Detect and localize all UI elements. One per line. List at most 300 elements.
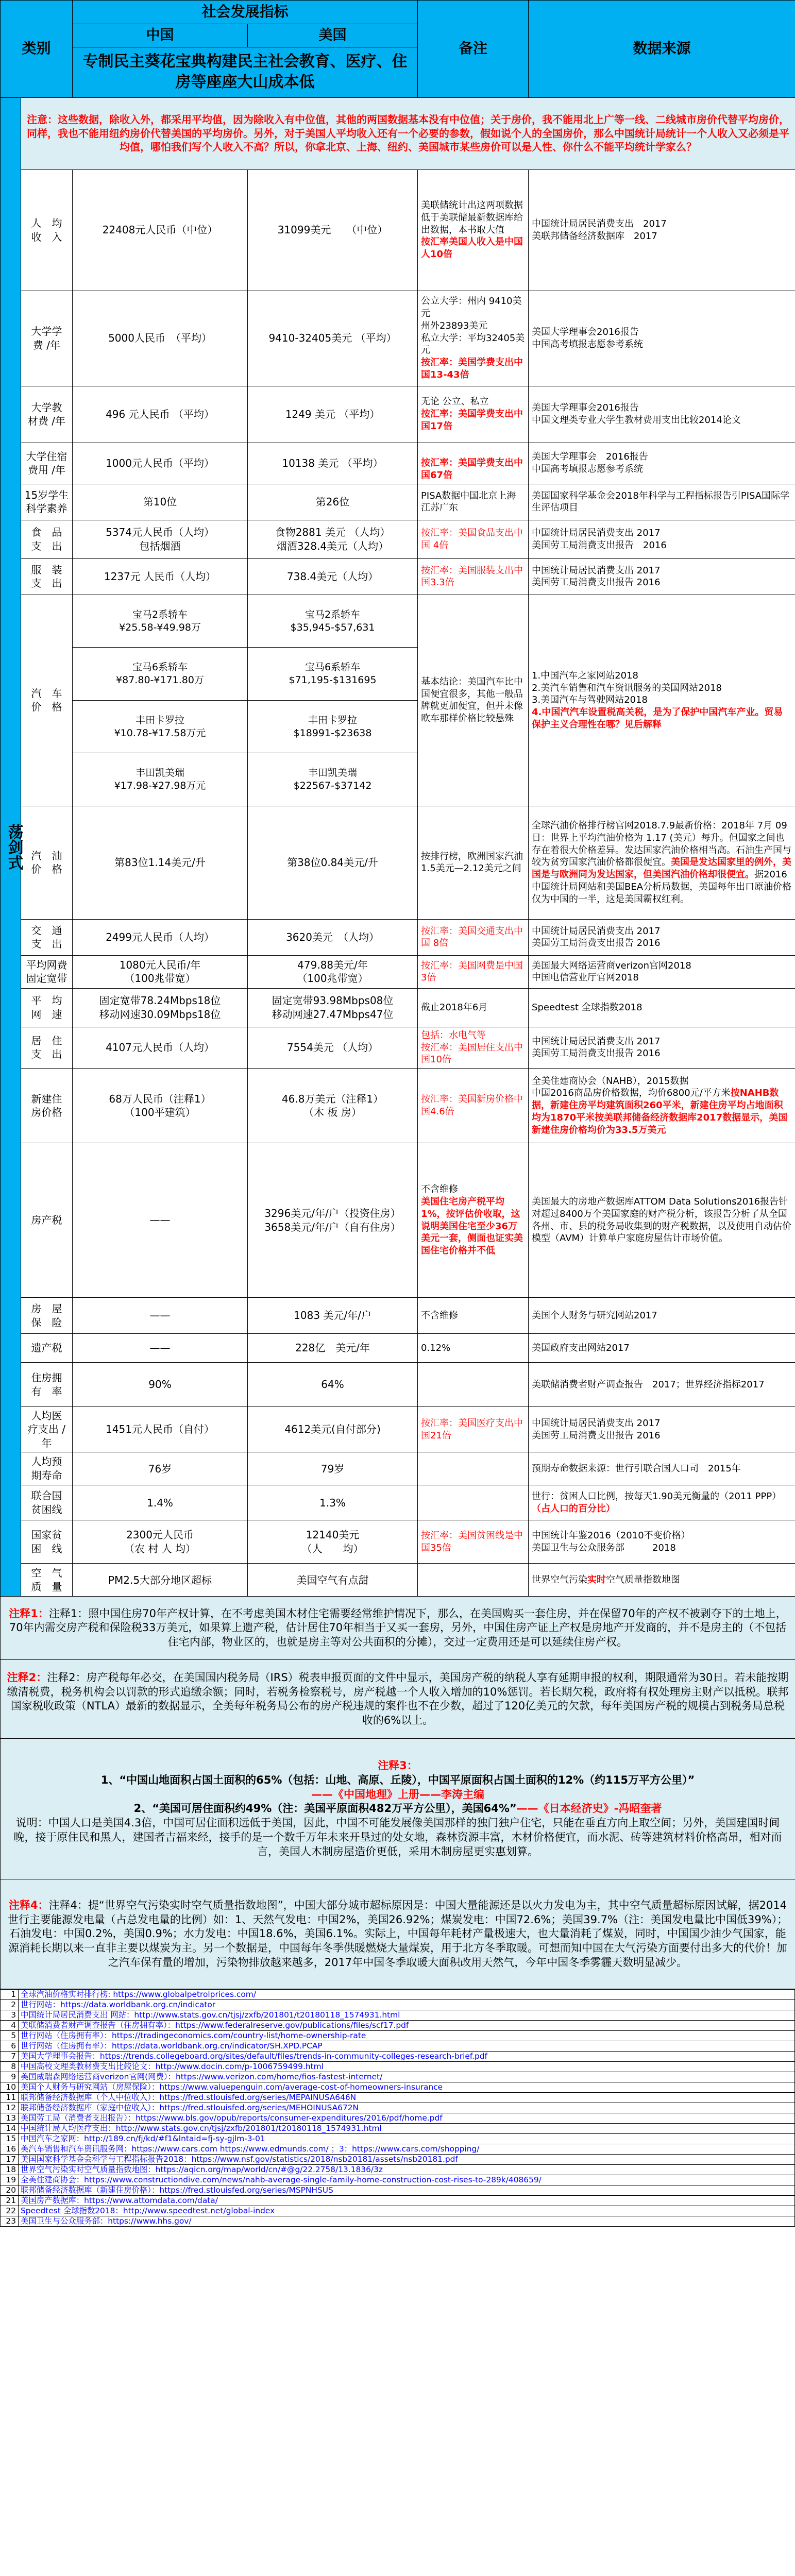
reference-number: 10 bbox=[1, 2082, 19, 2093]
data-row bbox=[1, 806, 795, 919]
reference-item bbox=[1, 2134, 795, 2144]
usa-value-text: 228亿 美元/年 bbox=[295, 1342, 370, 1354]
usa-value-text: 1083 美元/年/户 bbox=[294, 1309, 371, 1322]
row-label bbox=[21, 919, 73, 955]
reference-item bbox=[1, 2041, 795, 2052]
china-value-text: —— bbox=[149, 1309, 171, 1322]
reference-link[interactable]: 世界空气污染实时空气质量指数地图：https://aqicn.org/map/world/cn/#@g/22.2758/13.1836/3z bbox=[19, 2165, 795, 2175]
china-car-2-text: 丰田卡罗拉 ¥10.78-¥17.58万元 bbox=[114, 714, 206, 739]
reference-number: 16 bbox=[1, 2144, 19, 2155]
row-remark-text: 按汇率：美国服装支出中国3.3倍 bbox=[421, 565, 523, 588]
row-source bbox=[529, 988, 795, 1027]
china-car-1 bbox=[73, 648, 248, 701]
row-remark-text: 按汇率：美国网费是中国 3倍 bbox=[421, 960, 523, 984]
usa-car-1-text: 宝马6系轿车 $71,195-$131695 bbox=[289, 662, 377, 686]
china-value bbox=[73, 1069, 248, 1143]
usa-value-text: 4612美元(自付部分) bbox=[284, 1423, 381, 1436]
reference-number: 22 bbox=[1, 2206, 19, 2216]
reference-number: 23 bbox=[1, 2216, 19, 2227]
row-car-0 bbox=[1, 595, 795, 648]
row-label-text: 15岁学生 科学素养 bbox=[24, 488, 69, 515]
row-label bbox=[21, 1027, 73, 1068]
row-label-text: 居 住 支 出 bbox=[31, 1035, 62, 1061]
reference-item bbox=[1, 2196, 795, 2206]
row-label-text: 大学教 材费 /年 bbox=[27, 401, 66, 428]
row-remark-highlight: 按汇率美国人收入是中国人10倍 bbox=[421, 236, 523, 260]
china-car-0-text: 宝马2系轿车 ¥25.58-¥49.98万 bbox=[119, 608, 201, 633]
usa-car-2 bbox=[248, 700, 418, 753]
data-row bbox=[1, 919, 795, 955]
row-source-tail: 空气质量指数地图 bbox=[606, 1574, 681, 1585]
row-source-text: 中国统计局居民消费支出 2017 美国劳工局消费支出报告 2016 bbox=[532, 1417, 661, 1441]
row-remark-text: 不含维修 bbox=[421, 1310, 459, 1321]
usa-value-text: 第38位0.84美元/升 bbox=[287, 856, 378, 869]
reference-item bbox=[1, 2206, 795, 2216]
note-2-text: 注释2：房产税每年必交，在美国国内税务局（IRS）税表申报页面的文件中显示，美国房产税的纳税人享有延期申报的权利，期限通常为30日。若未能按期缴清税费，税务机构会以罚款的形式追缴余额；同时，若税务检察税号，房产税越一个人收入增加的10%惩罚。若长期欠税，政府将有权处理房主财产以抵税。联邦国家税收政策（NTLA）最新的数据显示，全美每年税务局公布的房产税违规的案件也不在少数，超过了120亿美元的欠款，每年美国房产税的规模占到税务局总税收的6%以上。 bbox=[7, 1671, 789, 1726]
row-label bbox=[21, 806, 73, 919]
usa-value-text: 3296美元/年/户（投资住房） 3658美元/年/户（自有住房） bbox=[264, 1207, 401, 1233]
row-remark-highlight: 美国住宅房产税平均1%，按评估价收取，这说明美国住宅至少36万美元一套，侧面也证实美国住宅价格并不低 bbox=[421, 1196, 523, 1257]
usa-car-3-text: 丰田凯美瑞 $22567-$37142 bbox=[293, 767, 372, 792]
data-row bbox=[1, 484, 795, 520]
reference-number: 2 bbox=[1, 2000, 19, 2010]
row-source-text: 美国最大网络运营商verizon官网2018 中国电信营业厅官网2018 bbox=[532, 960, 691, 984]
usa-value bbox=[248, 520, 418, 558]
china-value bbox=[73, 484, 248, 520]
row-remark bbox=[418, 1069, 529, 1143]
row-label bbox=[21, 520, 73, 558]
usa-value bbox=[248, 1520, 418, 1564]
usa-value-text: 食物2881 美元 （人均） 烟酒328.4美元（人均） bbox=[275, 526, 391, 552]
usa-value bbox=[248, 955, 418, 988]
reference-item bbox=[1, 2000, 795, 2010]
row-source bbox=[529, 1143, 795, 1298]
row-remark-highlight: 按汇率：美国学费支出中国13-43倍 bbox=[421, 357, 523, 380]
row-remark-text: 包括：水电气等 按汇率：美国居住支出中国10倍 bbox=[421, 1029, 523, 1065]
china-value bbox=[73, 1027, 248, 1068]
row-label-text: 遗产税 bbox=[31, 1342, 62, 1354]
data-row bbox=[1, 291, 795, 386]
reference-item bbox=[1, 1990, 795, 2000]
row-remark bbox=[418, 988, 529, 1027]
row-source bbox=[529, 1520, 795, 1564]
reference-link[interactable]: 中国统计局居民消费支出 网站：http://www.stats.gov.cn/tjsj/zxfb/201801/t20180118_1574931.html bbox=[19, 2010, 795, 2021]
row-label bbox=[21, 443, 73, 484]
row-remark bbox=[418, 443, 529, 484]
data-row bbox=[1, 955, 795, 988]
row-source-text: 世界空气污染 bbox=[532, 1574, 588, 1585]
reference-link[interactable]: 中国高校文理类教材费支出比较论文：http://www.docin.com/p-1006759499.html bbox=[19, 2062, 795, 2072]
data-row bbox=[1, 1143, 795, 1298]
row-label-text: 汽 油 价 格 bbox=[31, 849, 62, 876]
china-car-3 bbox=[73, 753, 248, 806]
reference-link[interactable]: 中国统计局人均医疗支出：http://www.stats.gov.cn/tjsj/zxfb/201801/t20180118_1574931.html bbox=[19, 2124, 795, 2134]
usa-value bbox=[248, 806, 418, 919]
usa-car-3 bbox=[248, 753, 418, 806]
usa-value bbox=[248, 1298, 418, 1334]
row-source bbox=[529, 484, 795, 520]
china-value bbox=[73, 1363, 248, 1407]
note-1: 注释1：注释1：照中国住房70年产权计算，在不考虑美国木材住宅需要经常维护情况下，那么，在美国购买一套住房，并在保留70年的产权不被剥夺下的土地上，70年内需交房产税和保险税33万美元，如果算上遗产税，估计居住70年相当于又买一套房，另外，中国住房产证上产权是房地产开发商的，并不是房主的（不包括住宅内部，物业区的，也就是房主等对公共面积的分摊），交过一定费用还是可以延续住房产权。 bbox=[1, 1597, 795, 1660]
row-label-text: 新建住 房价格 bbox=[31, 1092, 62, 1119]
row-label-text: 平均网费 固定宽带 bbox=[26, 958, 67, 985]
row-label bbox=[21, 386, 73, 443]
row-source-text: 全美住建商协会（NAHB），2015数据 中国2016商品房价格数据，均价6800元/平方米 bbox=[532, 1075, 731, 1099]
reference-number: 14 bbox=[1, 2124, 19, 2134]
reference-item bbox=[1, 2175, 795, 2185]
reference-link[interactable]: 联邦储备经济数据库（新建住房价格）：https://fred.stlouisfed.org/series/MSPNHSUS bbox=[19, 2185, 795, 2196]
row-remark-text: 按汇率：美国贫困线是中国35倍 bbox=[421, 1530, 523, 1553]
row-source bbox=[529, 558, 795, 595]
row-label-text: 人均预 期寿命 bbox=[31, 1455, 62, 1482]
row-remark-text: 无论 公立、私立 bbox=[421, 396, 489, 408]
row-source-text: 美国政府支出网站2017 bbox=[532, 1342, 630, 1353]
header-category: 类别 bbox=[1, 1, 73, 98]
usa-value-text: 10138 美元 （平均） bbox=[282, 457, 383, 469]
china-value-text: 496 元人民币 （平均） bbox=[106, 408, 214, 420]
usa-value bbox=[248, 1334, 418, 1363]
china-value-text: PM2.5大部分地区超标 bbox=[108, 1573, 212, 1586]
reference-list bbox=[0, 1989, 795, 2227]
usa-value-text: 7554美元 （人均） bbox=[286, 1041, 379, 1054]
row-remark bbox=[418, 484, 529, 520]
china-value bbox=[73, 1143, 248, 1298]
data-row bbox=[1, 1520, 795, 1564]
reference-number: 11 bbox=[1, 2093, 19, 2103]
usa-value bbox=[248, 919, 418, 955]
reference-item bbox=[1, 2052, 795, 2062]
reference-link[interactable]: 美国劳工局（消费者支出报告）：https://www.bls.gov/opub/reports/consumer-expenditures/2016/pdf/home.pdf bbox=[19, 2113, 795, 2124]
row-source bbox=[529, 170, 795, 291]
china-value-text: 5374元人民币（人均） 包括烟酒 bbox=[106, 526, 214, 552]
row-source bbox=[529, 1363, 795, 1407]
notes-table bbox=[0, 1596, 795, 1989]
note-4: 注释4：注释4：提“世界空气污染实时空气质量指数地图”，中国大部分城市超标原因是：中国大量能源还是以火力发电为主，其中空气质量超标原因试解，据2014世行主要能源发电量（占总发电量的比例）如：1、天然气发电：中国2%，美国26.92%；煤炭发电：中国72.6%；美国39.7%（注：美国发电量比中国低39%）；石油发电：中国0.2%，美国0.9%；水力发电：中国18.6%，美国6.1%。实际上，中国每年耗材产量极速大，也大量消耗了煤炭，同时，中国国少油少气国家，能源消耗长期以来一直非主要以煤炭为主。另一个数据是，中国每年冬季供暖燃烧大量煤炭，用于北方冬季取暖。可想而知中国在大气污染方面要付出多大的代价！加之汽车保有量的增加，污染物排放越来越多，2017年中国冬季取暖大面积改用天然气，今年中国冬季雾霾天数明显减少。 bbox=[1, 1879, 795, 1989]
row-label-text: 大学学 费 /年 bbox=[31, 325, 62, 351]
row-source bbox=[529, 1452, 795, 1485]
usa-value bbox=[248, 1564, 418, 1597]
china-value bbox=[73, 443, 248, 484]
row-remark bbox=[418, 955, 529, 988]
row-remark bbox=[418, 1407, 529, 1452]
row-label bbox=[21, 291, 73, 386]
row-source-highlight: 美国是发达国家里的例外，美国是与欧洲同为发达国家，但美国汽油价格却很便宜。 bbox=[532, 857, 792, 880]
row-source bbox=[529, 1069, 795, 1143]
row-remark bbox=[418, 1520, 529, 1564]
reference-item bbox=[1, 2185, 795, 2196]
china-value bbox=[73, 291, 248, 386]
row-remark-highlight: 按汇率：美国学费支出中国17倍 bbox=[421, 409, 523, 432]
reference-number: 5 bbox=[1, 2031, 19, 2041]
row-label-text: 国家贫 困 线 bbox=[31, 1529, 62, 1555]
china-car-3-text: 丰田凯美瑞 ¥17.98-¥27.98万元 bbox=[114, 767, 206, 792]
usa-value-text: 79岁 bbox=[320, 1462, 345, 1475]
china-value bbox=[73, 1485, 248, 1520]
reference-number: 12 bbox=[1, 2103, 19, 2113]
reference-link[interactable]: 中国汽车之家网：http://189.cn/fj/kd/#f1&lntaid=fj-sy-gjlm-3-01 bbox=[19, 2134, 795, 2144]
row-source bbox=[529, 1564, 795, 1597]
china-value bbox=[73, 988, 248, 1027]
row-remark bbox=[418, 1485, 529, 1520]
row-remark bbox=[418, 291, 529, 386]
reference-item bbox=[1, 2082, 795, 2093]
row-remark-highlight: 按汇率：美国学费支出中国67倍 bbox=[421, 457, 523, 481]
row-source bbox=[529, 520, 795, 558]
reference-item bbox=[1, 2124, 795, 2134]
row-source-text: 中国统计局居民消费支出 2017 美国劳工局消费支出报告 2016 bbox=[532, 1036, 661, 1059]
usa-value-text: 9410-32405美元 （平均） bbox=[268, 332, 397, 345]
usa-value bbox=[248, 1452, 418, 1485]
note-2: 注释2：注释2：房产税每年必交，在美国国内税务局（IRS）税表申报页面的文件中显示，美国房产税的纳税人享有延期申报的权利，期限通常为30日。若未能按期缴清税费，税务机构会以罚款的形式追缴余额；同时，若税务检察税号，房产税越一个人收入增加的10%惩罚。若长期欠税，政府将有权处理房主财产以抵税。联邦国家税收政策（NTLA）最新的数据显示，全美每年税务局公布的房产税违规的案件也不在少数，超过了120亿美元的欠款，每年美国房产税的规模占到税务局总税收的6%以上。 bbox=[1, 1660, 795, 1739]
reference-link[interactable]: 美联储消费者财产调查报告（住房拥有率）：https://www.federalreserve.gov/publications/files/scf17.pdf bbox=[19, 2021, 795, 2031]
usa-value bbox=[248, 1407, 418, 1452]
row-label bbox=[21, 170, 73, 291]
data-row bbox=[1, 988, 795, 1027]
usa-value-text: 12140美元 （人 均） bbox=[301, 1529, 364, 1555]
china-value bbox=[73, 1407, 248, 1452]
row-remark bbox=[418, 1363, 529, 1407]
row-remark bbox=[418, 806, 529, 919]
usa-value bbox=[248, 558, 418, 595]
row-remark bbox=[418, 1298, 529, 1334]
reference-item bbox=[1, 2031, 795, 2041]
row-remark bbox=[418, 1143, 529, 1298]
note-3 bbox=[1, 1739, 795, 1879]
data-row bbox=[1, 386, 795, 443]
usa-car-0 bbox=[248, 595, 418, 648]
reference-link[interactable]: 美国威瑞森网络运营商verizon官网(网费）：https://www.verizon.com/home/fios-fastest-internet/ bbox=[19, 2072, 795, 2082]
row-label bbox=[21, 558, 73, 595]
reference-link[interactable]: 世行网站：https://data.worldbank.org.cn/indicator bbox=[19, 2000, 795, 2010]
data-row bbox=[1, 558, 795, 595]
row-source-text: 世行：贫困人口比例，按每天1.90美元衡量的（2011 PPP） bbox=[532, 1491, 782, 1502]
row-remark-text: 按汇率：美国新房价格中国4.6倍 bbox=[421, 1094, 523, 1117]
row-source-text: 全球汽油价格排行榜官网2018.7.9最新价格：2018年 7月 09日：世界上平均汽油价格为 1.17 (美元）每升。但国家之间也存在着很大价格差异。发达国家汽油价格相当高。石油生产国与较为贫穷国家汽油价格都很便宜。 bbox=[532, 820, 792, 868]
usa-value-text: 738.4美元（人均） bbox=[286, 570, 379, 583]
data-row bbox=[1, 1485, 795, 1520]
row-label bbox=[21, 1452, 73, 1485]
usa-value-text: 479.88美元/年 （100兆带宽） bbox=[297, 958, 368, 985]
row-source-text: 中国统计局居民消费支出 2017 美国劳工局消费支出报告 2016 bbox=[532, 528, 667, 551]
row-source-text: 中国统计年鉴2016（2010不变价格） 美国卫生与公众服务部 2018 bbox=[532, 1530, 690, 1553]
row-source-highlight: 实时 bbox=[587, 1574, 606, 1585]
reference-number: 6 bbox=[1, 2041, 19, 2052]
row-source-highlight: 按NAHB数据，新建住房平均建筑面积260平米，新建住房平均占地面积均为1870平米按美联邦储备经济数据库2017数据显示，美国新建住房价格均价为33.5万美元 bbox=[532, 1088, 788, 1136]
row-label bbox=[21, 1407, 73, 1452]
china-value-text: 22408元人民币（中位） bbox=[102, 224, 218, 236]
row-source bbox=[529, 919, 795, 955]
row-label-text: 服 装 支 出 bbox=[31, 563, 62, 590]
data-row bbox=[1, 1334, 795, 1363]
usa-value bbox=[248, 988, 418, 1027]
usa-value-text: 第26位 bbox=[315, 496, 350, 509]
reference-link[interactable]: 联邦储备经济数据库（家庭中位收入）：https://fred.stlouisfed.org/series/MEHOINUSA672N bbox=[19, 2103, 795, 2113]
usa-value bbox=[248, 1143, 418, 1298]
usa-value bbox=[248, 443, 418, 484]
row-label-text: 空 气 质 量 bbox=[31, 1567, 62, 1593]
usa-value bbox=[248, 291, 418, 386]
row-source bbox=[529, 1298, 795, 1334]
row-source-text: 美国大学理事会2016报告 中国高考填报志愿参考系统 bbox=[532, 326, 644, 350]
china-value-text: 1080元人民币/年 （100兆带宽） bbox=[119, 958, 201, 985]
usa-value-text: 46.8万美元（注释1） （木 板 房） bbox=[281, 1092, 384, 1119]
row-label-text: 房产税 bbox=[31, 1214, 62, 1227]
row-source-text: 中国统计局居民消费支出 2017 美联邦储备经济数据库 2017 bbox=[532, 218, 667, 242]
data-row bbox=[1, 1298, 795, 1334]
reference-link[interactable]: 美国国家科学基金会科学与工程指标报告2018：https://www.nsf.gov/statistics/2018/nsb20181/assets/nsb20181.pdf bbox=[19, 2155, 795, 2165]
row-source bbox=[529, 955, 795, 988]
data-row bbox=[1, 170, 795, 291]
header-group-title: 社会发展指标 bbox=[73, 1, 418, 24]
row-source-text: 美国大学理事会2016报告 中国文理类专业大学生教材费用支出比较2014论文 bbox=[532, 402, 741, 426]
reference-number: 19 bbox=[1, 2175, 19, 2185]
row-label bbox=[21, 1298, 73, 1334]
reference-item bbox=[1, 2072, 795, 2082]
reference-number: 20 bbox=[1, 2185, 19, 2196]
china-value bbox=[73, 1564, 248, 1597]
row-source-text: 美国个人财务与研究网站2017 bbox=[532, 1310, 657, 1321]
reference-item bbox=[1, 2093, 795, 2103]
reference-number: 8 bbox=[1, 2062, 19, 2072]
row-label-text: 平 均 网 速 bbox=[31, 994, 62, 1021]
reference-link[interactable]: 全美住建商协会：https://www.constructiondive.com/news/nahb-average-single-family-home-construction-cost-rises-to-289k/408659/ bbox=[19, 2175, 795, 2185]
usa-value bbox=[248, 1485, 418, 1520]
reference-link[interactable]: 世行网站（住房拥有率）：https://data.worldbank.org.cn/indicator/SH.XPD.PCAP bbox=[19, 2041, 795, 2052]
row-remark-text: 按汇率：美国医疗支出中国21倍 bbox=[421, 1417, 523, 1441]
row-source bbox=[529, 443, 795, 484]
reference-link[interactable]: 联邦储备经济数据库（个人中位收入）：https://fred.stlouisfed.org/series/MEPAINUSA646N bbox=[19, 2093, 795, 2103]
data-row bbox=[1, 443, 795, 484]
reference-number: 3 bbox=[1, 2010, 19, 2021]
row-label bbox=[21, 955, 73, 988]
row-source-text: 美联储消费者财产调查报告 2017；世界经济指标2017 bbox=[532, 1379, 765, 1390]
row-source-text: 美国大学理事会 2016报告 中国高考填报志愿参考系统 bbox=[532, 451, 648, 475]
row-source-text: 美国国家科学基金会2018年科学与工程指标报告引PISA国际学生评估项目 bbox=[532, 490, 790, 514]
row-label-text: 大学住宿 费用 /年 bbox=[26, 450, 67, 477]
row-label bbox=[21, 1485, 73, 1520]
note-3-line1-cite: ——《中国地理》上册——李涛主编 bbox=[311, 1788, 484, 1801]
row-source-text: 中国统计局居民消费支出 2017 美国劳工局消费支出报告 2016 bbox=[532, 565, 661, 588]
data-row bbox=[1, 1452, 795, 1485]
usa-value bbox=[248, 386, 418, 443]
usa-car-2-text: 丰田卡罗拉 $18991-$23638 bbox=[293, 714, 372, 739]
usa-value-text: 31099美元 （中位） bbox=[277, 224, 388, 236]
reference-link[interactable]: 世行网站（住房拥有率）：https://tradingeconomics.com/country-list/home-ownership-rate bbox=[19, 2031, 795, 2041]
row-remark-text: 按汇率：美国食品支出中国 4倍 bbox=[421, 528, 523, 551]
reference-link[interactable]: 全球汽油价格实时排行榜: https://www.globalpetrolprices.com/ bbox=[19, 1990, 795, 2000]
usa-value-text: 固定宽带93.98Mbps08位 移动网速27.47Mbps47位 bbox=[272, 994, 394, 1021]
usa-value bbox=[248, 170, 418, 291]
reference-number: 17 bbox=[1, 2155, 19, 2165]
row-source bbox=[529, 806, 795, 919]
row-remark bbox=[418, 919, 529, 955]
side-label: 荡剑式 bbox=[1, 97, 21, 1597]
china-value bbox=[73, 520, 248, 558]
usa-value-text: 64% bbox=[321, 1378, 344, 1391]
note-3-line1: 1、“中国山地面积占国土面积的65%（包括：山地、高原、丘陵），中国平原面积占国土面积的12%（约115万平方公里）” bbox=[100, 1773, 695, 1786]
data-row bbox=[1, 1564, 795, 1597]
row-source bbox=[529, 291, 795, 386]
china-value bbox=[73, 558, 248, 595]
china-value bbox=[73, 955, 248, 988]
row-remark bbox=[418, 595, 529, 806]
row-remark bbox=[418, 1452, 529, 1485]
china-value-text: 1000元人民币（平均） bbox=[106, 457, 214, 469]
reference-link[interactable]: 美国个人财务与研究网站（房屋保险）：https://www.valuepenguin.com/average-cost-of-homeowners-insurance bbox=[19, 2082, 795, 2093]
china-value bbox=[73, 806, 248, 919]
reference-number: 13 bbox=[1, 2113, 19, 2124]
row-source-highlight: 4.中国汽汽车设置税高关税，是为了保护中国汽车产业。贸易保护主义合理性在哪？见后解释 bbox=[532, 707, 783, 730]
row-remark-text: 美联储统计出这两项数据低于美联储最新数据库给出数据，本书取大值 bbox=[421, 200, 523, 235]
china-value bbox=[73, 1334, 248, 1363]
row-label-text: 交 通 支 出 bbox=[31, 924, 62, 951]
reference-link[interactable]: 美国大学理事会报告：https://trends.collegeboard.org/sites/default/files/trends-in-community-colleges-research-brief.pdf bbox=[19, 2052, 795, 2062]
usa-value-text: 1.3% bbox=[319, 1496, 346, 1509]
row-remark bbox=[418, 1564, 529, 1597]
header-subtitle: 专制民主葵花宝典构建民主社会教育、医疗、住房等座座大山成本低 bbox=[73, 47, 418, 97]
reference-link[interactable]: 美汽车销售和汽车资讯服务网：https://www.cars.com https://www.edmunds.com/ ；3：https://www.cars.com/shopping/ bbox=[19, 2144, 795, 2155]
reference-link[interactable]: 美国卫生与公众服务部：https://www.hhs.gov/ bbox=[19, 2216, 795, 2227]
row-label-text: 食 品 支 出 bbox=[31, 526, 62, 552]
row-source bbox=[529, 1485, 795, 1520]
row-label-text: 联合国 贫困线 bbox=[31, 1489, 62, 1516]
data-row bbox=[1, 520, 795, 558]
data-row bbox=[1, 1407, 795, 1452]
reference-link[interactable]: Speedtest 全球指数2018：http://www.speedtest.net/global-index bbox=[19, 2206, 795, 2216]
china-value-text: 90% bbox=[148, 1378, 172, 1391]
header-usa: 美国 bbox=[248, 24, 418, 47]
row-remark-text: PISA数据中国北京上海江苏广东 bbox=[421, 490, 516, 514]
row-label-text: 住房拥 有 率 bbox=[31, 1371, 62, 1398]
row-source-text: 预期寿命数据来源：世行引联合国人口司 2015年 bbox=[532, 1463, 741, 1474]
row-remark-text: 基本结论：美国汽车比中国便宜很多，其他一般品牌就更加便宜，但并未像欧车那样价格比较悬殊 bbox=[421, 676, 523, 724]
row-source-highlight: （占人口的百分比） bbox=[532, 1503, 616, 1514]
header-china: 中国 bbox=[73, 24, 248, 47]
china-value-text: 1.4% bbox=[147, 1496, 173, 1509]
reference-number: 1 bbox=[1, 1990, 19, 2000]
reference-item bbox=[1, 2113, 795, 2124]
china-value-text: 5000人民币 （平均） bbox=[108, 332, 212, 345]
data-row bbox=[1, 1069, 795, 1143]
china-value bbox=[73, 170, 248, 291]
row-source bbox=[529, 386, 795, 443]
china-value bbox=[73, 1520, 248, 1564]
china-value bbox=[73, 1298, 248, 1334]
row-remark-text: 截止2018年6月 bbox=[421, 1002, 488, 1013]
row-source-text: 1.中国汽车之家网站2018 2.美汽车销售和汽车资讯服务的美国网站2018 3.美国汽车与驾驶网站2018 bbox=[532, 670, 722, 706]
row-remark bbox=[418, 170, 529, 291]
row-label bbox=[21, 1520, 73, 1564]
reference-item bbox=[1, 2021, 795, 2031]
header-remark: 备注 bbox=[418, 1, 529, 98]
header-source: 数据来源 bbox=[529, 1, 795, 98]
row-label bbox=[21, 484, 73, 520]
china-value bbox=[73, 1452, 248, 1485]
china-value-text: —— bbox=[149, 1214, 171, 1227]
row-source-text: Speedtest 全球指数2018 bbox=[532, 1002, 642, 1013]
usa-value bbox=[248, 1363, 418, 1407]
reference-number: 7 bbox=[1, 2052, 19, 2062]
reference-link[interactable]: 美国房产数据库：https://www.attomdata.com/data/ bbox=[19, 2196, 795, 2206]
row-source-text: 中国统计局居民消费支出 2017 美国劳工局消费支出报告 2016 bbox=[532, 925, 661, 949]
reference-item bbox=[1, 2216, 795, 2227]
data-row bbox=[1, 1027, 795, 1068]
row-label bbox=[21, 1143, 73, 1298]
china-value-text: —— bbox=[149, 1342, 171, 1354]
note-3-explain: 说明：中国人口是美国4.3倍，中国可居住面积远低于美国，因此，中国不可能发展像美国那样的独门独户住宅，只能在垂直方向上取空间；另外，美国建国时间晚，接于原住民和黑人，建国者吉福来经，接手的是一个数千万年未来开垦过的处女地，森林资源丰富，木材价格便宜，而水泥、砖等建筑材料价格高昂，相对而言，美国人木制房屋造价更低，采用木制房屋更实惠划算。 bbox=[13, 1817, 782, 1858]
data-row bbox=[1, 1363, 795, 1407]
usa-value-text: 1249 美元 （平均） bbox=[285, 408, 380, 420]
